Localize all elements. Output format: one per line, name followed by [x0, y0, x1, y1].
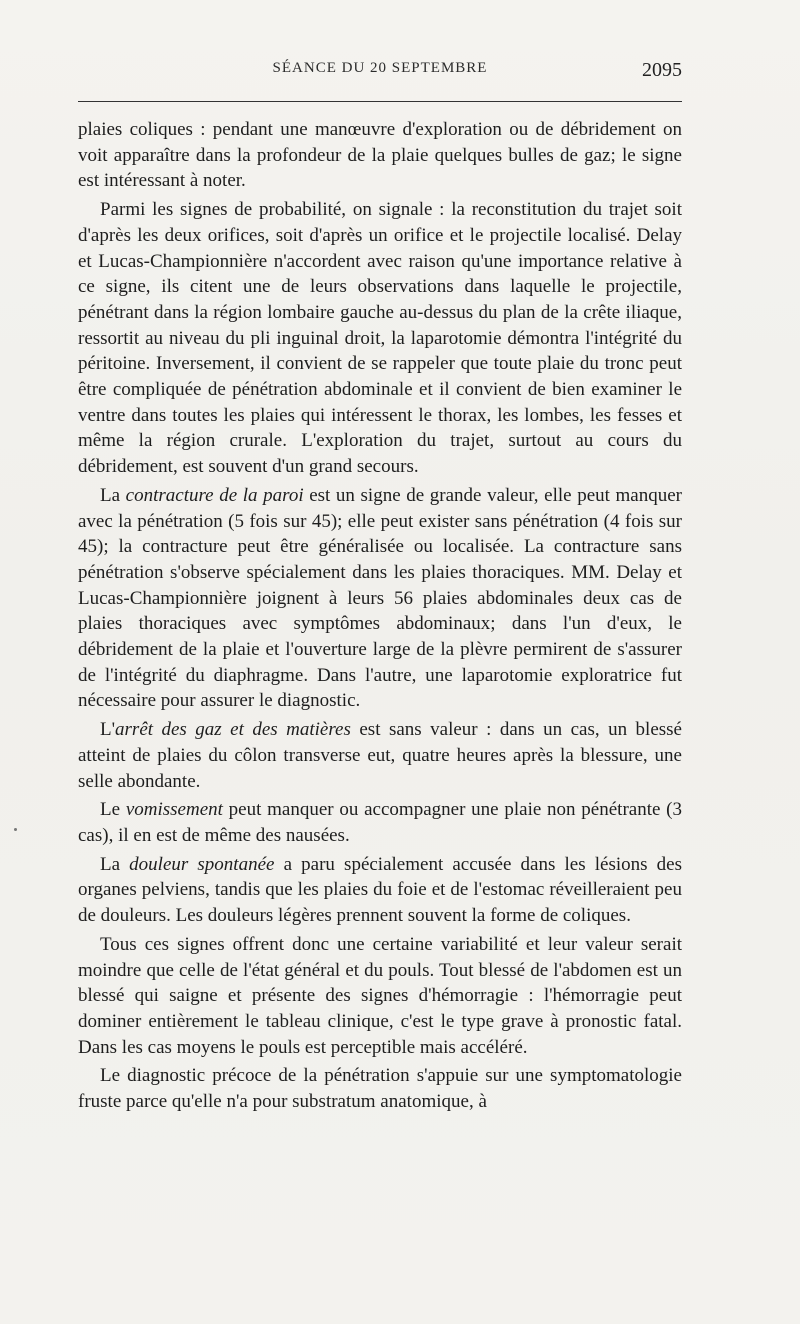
paragraph-text: Tous ces signes offrent donc une certaine variabilité et leur valeur serait moindre que celle de l'état général et du pouls. Tout blessé de l'abdomen est un blessé qui saigne et présente des signes d'hémorragie : l'hémorragie peut dominer entièrement le tableau clinique, c'est le type grave à pronostic fatal. Dans les cas moyens le pouls est perceptible mais accéléré. — [78, 933, 682, 1058]
page-number: 2095 — [642, 59, 682, 81]
running-title: SÉANCE DU 20 SEPTEMBRE — [272, 60, 488, 76]
header-rule — [78, 101, 682, 102]
paragraph-text: L' — [100, 719, 116, 741]
paragraph-text: La — [100, 853, 130, 875]
paragraph-probability-signs — [78, 197, 682, 480]
paragraph-text: est sans valeur : dans un cas, un blessé atteint de plaies du côlon transverse eut, quatre heures après la blessure, une selle abondante. — [78, 719, 682, 792]
paragraph-general-state — [78, 932, 682, 1061]
paragraph-continuation — [78, 117, 682, 194]
paragraph-text: Le diagnostic précoce de la pénétration s'appuie sur une symptomatologie fruste parce qu'elle n'a pour substratum anatomique, à — [78, 1065, 682, 1113]
paragraph-vomiting — [78, 797, 682, 848]
paragraph-text: Parmi les signes de probabilité, on signale : la reconstitution du trajet soit d'après les deux orifices, soit d'après un orifice et le projectile localisé. Delay et Lucas-Championnière n'accordent avec raison qu'une importance relative à ce signe, ils citent une de leurs observations dans laquelle le projectile, pénétrant dans la région lombaire gauche au-dessus du plan de la crête iliaque, ressortit au niveau du pli inguinal droit, la laparotomie démontra l'intégrité du péritoine. Inversement, il convient de se rappeler que toute plaie du tronc peut être compliquée de pénétration abdominale et il convient de bien examiner le ventre dans toutes les plaies qui intéressent le thorax, les lombes, les fesses et même la région crurale. L'exploration du trajet, surtout au cours du débridement, est souvent d'un grand secours. — [78, 199, 682, 478]
italic-term-gas-arrest: arrêt des gaz et des matières — [115, 719, 351, 741]
italic-term-spontaneous-pain: douleur spontanée — [129, 853, 275, 875]
paragraph-gas-arrest — [78, 717, 682, 794]
paragraph-early-diagnosis — [78, 1063, 682, 1114]
page-header — [78, 60, 682, 96]
paragraph-text: plaies coliques : pendant une manœuvre d'exploration ou de débridement on voit apparaître dans la profondeur de la plaie quelques bulles de gaz; le signe est intéressant à noter. — [78, 119, 682, 192]
paragraph-contracture — [78, 483, 682, 714]
paragraph-text: a paru spécialement accusée dans les lésions des organes pelviens, tandis que les plaies du foie et de l'estomac réveilleraient peu de douleurs. Les douleurs légères prennent souvent la forme de coliques. — [78, 853, 682, 927]
paragraph-text: est un signe de grande valeur, elle peut manquer avec la pénétration (5 fois sur 45); elle peut exister sans pénétration (4 fois sur 45); la contracture peut être généralisée ou localisée. La contracture sans pénétration s'observe spécialement dans les plaies thoraciques. MM. Delay et Lucas-Championnière joignent à leurs 56 plaies abdominales deux cas de plaies thoraciques avec symptômes abdominaux; dans l'un d'eux, le débridement de la plaie et l'ouverture large de la plèvre permirent de s'assurer de l'intégrité du diaphragme. Dans l'autre, une laparotomie exploratrice fut nécessaire pour assurer le diagnostic. — [78, 484, 682, 712]
body-text — [78, 117, 682, 1118]
paragraph-text: Le — [100, 799, 126, 821]
paragraph-text: peut manquer ou accompagner une plaie non pénétrante (3 cas), il en est de même des nausées. — [78, 799, 682, 846]
paragraph-spontaneous-pain — [78, 852, 682, 929]
italic-term-contracture: contracture de la paroi — [125, 484, 304, 506]
paragraph-text: La — [100, 484, 126, 506]
margin-speck — [14, 828, 17, 831]
italic-term-vomiting: vomissement — [125, 799, 223, 821]
